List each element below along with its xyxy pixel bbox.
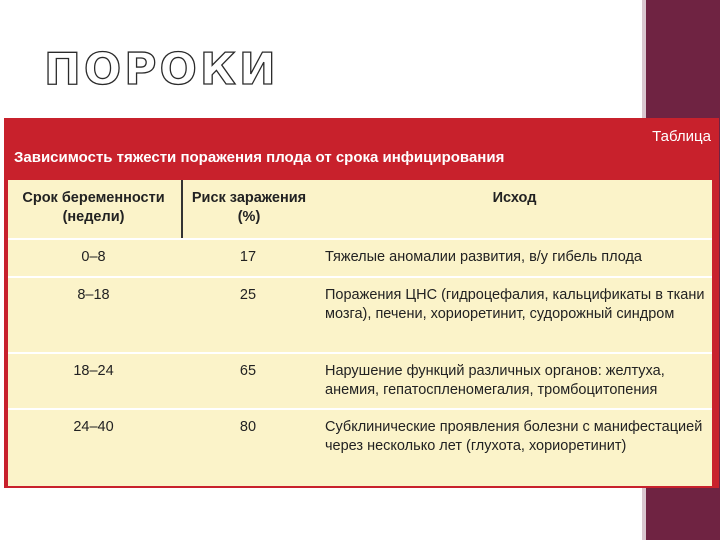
cell-outcome: Тяжелые аномалии развития, в/у гибель плода — [325, 249, 642, 265]
header-risk: Риск заражения (%) — [181, 180, 315, 238]
cell-term: 18–24 — [73, 363, 114, 379]
cell-outcome: Субклинические проявления болезни с манифестацией через несколько лет (глухота, хориоретинит) — [325, 419, 703, 454]
cell-outcome: Нарушение функций различных органов: желтуха, анемия, гепатоспленомегалия, тромбоцитопения — [325, 363, 665, 398]
table-label: Таблица — [652, 128, 711, 145]
table-row — [8, 354, 712, 408]
cell-risk: 25 — [239, 287, 257, 303]
cell-outcome: Поражения ЦНС (гидроцефалия, кальцификаты в ткани мозга), печени, хориоретинит, судорожный синдром — [325, 287, 705, 322]
cell-term: 0–8 — [81, 249, 106, 265]
cell-risk: 80 — [239, 419, 257, 435]
cell-term: 8–18 — [77, 287, 110, 303]
header-outcome: Исход — [492, 190, 537, 206]
cell-risk: 17 — [239, 249, 257, 265]
cell-term: 24–40 — [73, 419, 114, 435]
table-header-row — [8, 180, 712, 238]
cell-risk: 65 — [239, 363, 257, 379]
table-row — [8, 410, 712, 486]
table-panel — [4, 118, 719, 488]
table-row — [8, 240, 712, 276]
header-term: Срок беременности (недели) — [22, 190, 165, 225]
table-row — [8, 278, 712, 352]
slide-title: ПОРОКИ — [44, 44, 279, 95]
data-table — [8, 180, 712, 486]
table-caption: Зависимость тяжести поражения плода от срока инфицирования — [14, 149, 505, 166]
